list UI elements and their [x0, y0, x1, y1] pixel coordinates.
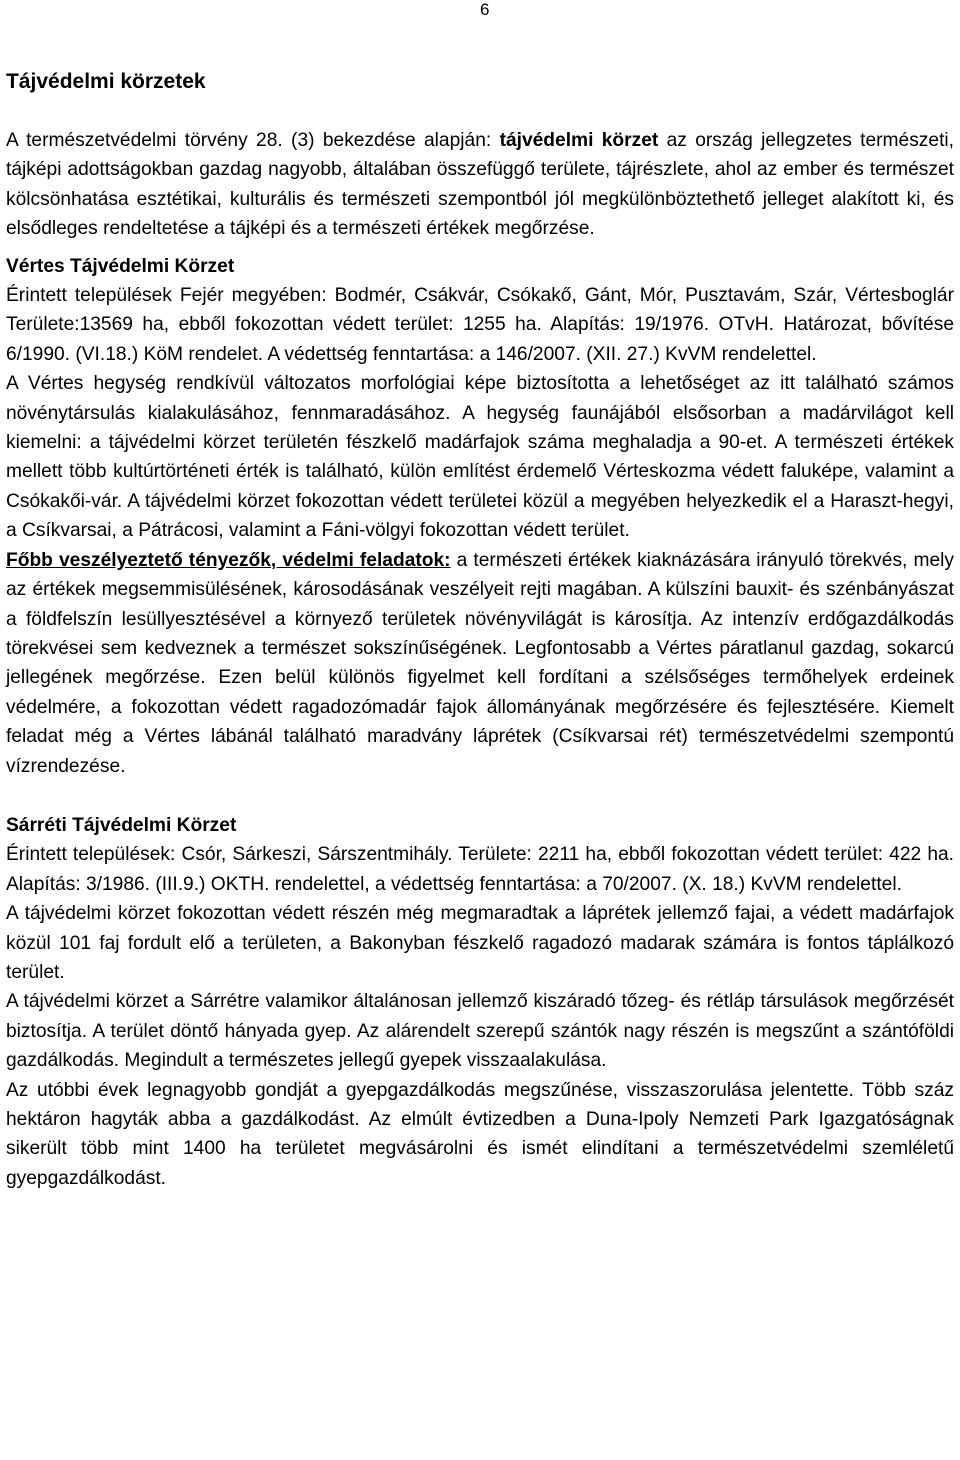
intro-paragraph — [6, 126, 954, 244]
sarret-heading: Sárréti Tájvédelmi Körzet — [6, 814, 237, 836]
vertes-threats-text: a természeti értékek kiaknázására irányuló törekvés, mely az értékek megsemmisülésének, károsodásának veszélyeit rejti magában. A külszíni bauxit- és szénbányászat a földfelszín lesüllyesztésével a környező területek növényvilágát is károsítja. Az intenzív erdőgazdálkodás törekvései sem kedveznek a természet sokszínűségének. Legfontosabb a Vértes páratlanul gazdag, sokarcú jellegének megőrzése. Ezen belül különös figyelmet kell fordítani a szélsőséges termőhelyek erdeinek védelmére, a fokozottan védett ragadozómadár fajok állományának megőrzésére és fejlesztésére. Kiemelt feladat még a Vértes lábánál található maradvány láprétek (Csíkvarsai rét) természetvédelmi szempontú vízrendezése. — [6, 549, 954, 777]
vertes-heading: Vértes Tájvédelmi Körzet — [6, 255, 235, 277]
sarret-paragraph-3: Az utóbbi évek legnagyobb gondját a gyepgazdálkodás megszűnése, visszaszorulása jelentette. Több száz hektáron hagyták abba a gazdálkodást. Az elmúlt évtizedben a Duna-Ipoly Nemzeti Park Igazgatóságnak sikerült több mint 1400 ha területet megvásárolni és ismét elindítani a természetvédelmi szemléletű gyepgazdálkodást. — [6, 1079, 954, 1189]
sarret-paragraph-1: A tájvédelmi körzet fokozottan védett részén még megmaradtak a láprétek jellemző fajai, a védett madárfajok közül 101 faj fordult elő a területen, a Bakonyban fészkelő ragadozó madarak számára is fontos táplálkozó terület. — [6, 903, 954, 983]
vertes-threats-label: Főbb veszélyeztető tényezők, védelmi feladatok: — [6, 549, 451, 571]
intro-term: tájvédelmi körzet — [499, 130, 659, 151]
intro-prefix: A természetvédelmi törvény 28. (3) bekezdése alapján: — [6, 130, 500, 151]
vertes-details: Érintett települések Fejér megyében: Bodmér, Csákvár, Csókakő, Gánt, Mór, Pusztavám, Szár, Vértesboglár Területe:13569 ha, ebből fokozottan védett terület: 1255 ha. Alapítás: 19/1976. OTvH. Határozat, bővítése 6/1990. (VI.18.) KöM rendelet. A védettség fenntartása: a 146/2007. (XII. 27.) KvVM rendelettel. — [6, 285, 954, 365]
document-body — [6, 126, 954, 1193]
page-title: Tájvédelmi körzetek — [6, 70, 206, 93]
sarret-paragraph-2: A tájvédelmi körzet a Sárrétre valamikor általánosan jellemző kiszáradó tőzeg- és rétláp társulások megőrzését biztosítja. A terület döntő hányada gyep. Az alárendelt szerepű szántók nagy részén is megszűnt a szántóföldi gazdálkodás. Megindult a természetes jellegű gyepek visszaalakulása. — [6, 991, 954, 1072]
sarret-details: Érintett települések: Csór, Sárkeszi, Sárszentmihály. Területe: 2211 ha, ebből fokozottan védett terület: 422 ha. Alapítás: 3/1986. (III.9.) OKTH. rendelettel, a védettség fenntartása: a 70/2007. (X. 18.) KvVM rendelettel. — [6, 844, 954, 895]
vertes-threats-paragraph — [6, 546, 954, 781]
page-number: 6 — [480, 0, 490, 19]
intro-suffix: az ország jellegzetes természeti, tájképi adottságokban gazdag nagyobb, általában összefüggő területe, tájrészlete, ahol az ember és természet kölcsönhatása esztétikai, kulturális és természeti szempontból jól megkülönböztethető jelleget alakított ki, és elsődleges rendeltetése a tájképi és a természeti értékek megőrzése. — [6, 130, 954, 240]
vertes-description: A Vértes hegység rendkívül változatos morfológiai képe biztosította a lehetőséget az itt található számos növénytársulás kialakulásához, fennmaradásához. A hegység faunájából elsősorban a madárvilágot kell kiemelni: a tájvédelmi körzet területén fészkelő madárfajok száma meghaladja a 90-et. A természeti értékek mellett több kultúrtörténeti érték is található, külön említést érdemelő Vérteskozma védett faluképe, valamint a Csókakői-vár. A tájvédelmi körzet fokozottan védett területei közül a megyében helyezkedik el a Haraszt-hegyi, a Csíkvarsai, a Pátrácosi, valamint a Fáni-völgyi fokozottan védett terület. — [6, 373, 954, 542]
